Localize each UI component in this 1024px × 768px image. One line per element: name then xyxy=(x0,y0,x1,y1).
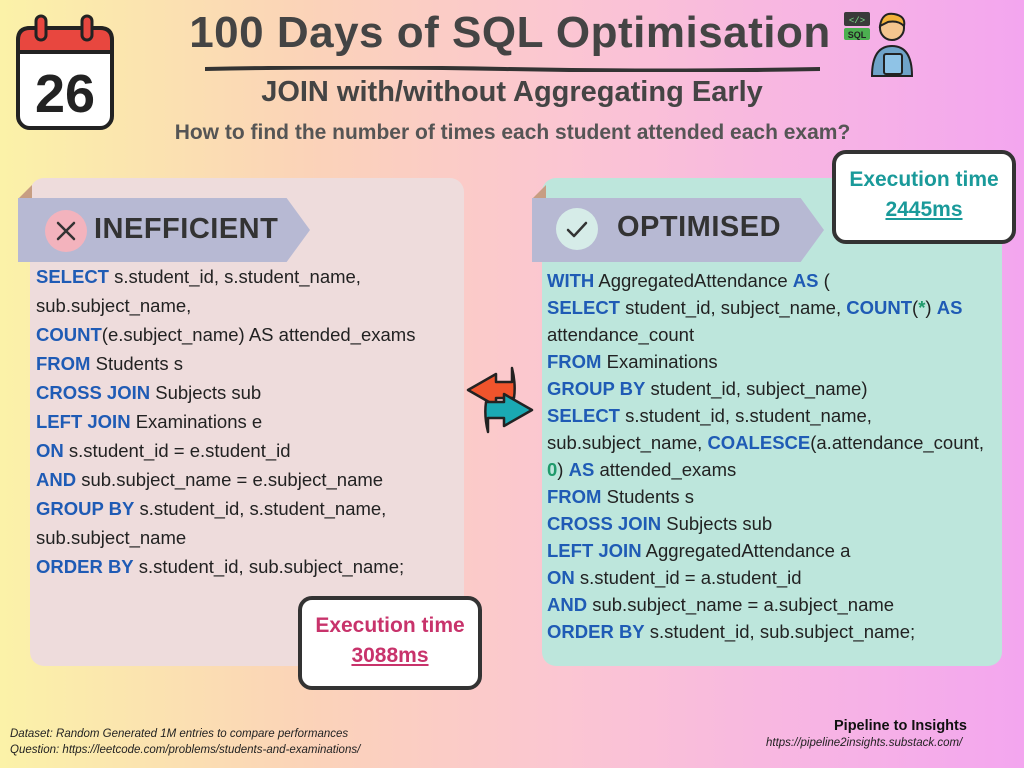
banner-fold xyxy=(18,185,32,199)
sql-text: AggregatedAttendance a xyxy=(641,540,851,561)
sql-keyword: LEFT JOIN xyxy=(547,540,642,561)
sql-keyword: WITH xyxy=(547,270,595,291)
inefficient-label: INEFFICIENT xyxy=(94,213,279,245)
code-line xyxy=(547,456,984,483)
sql-text: Students s xyxy=(601,486,695,507)
code-line xyxy=(36,465,415,494)
sql-text: Examinations e xyxy=(130,411,263,432)
inefficient-execution-time xyxy=(298,596,482,690)
svg-text:</>: </> xyxy=(848,16,866,26)
subtitle: JOIN with/without Aggregating Early xyxy=(261,76,763,108)
code-line xyxy=(547,618,984,645)
execution-label: Execution time xyxy=(849,168,999,191)
sql-text: Subjects sub xyxy=(150,382,262,403)
sql-keyword: ON xyxy=(547,567,575,588)
code-line xyxy=(36,523,415,552)
sql-keyword: COALESCE xyxy=(707,432,811,453)
sql-keyword: ON xyxy=(36,440,64,461)
code-line xyxy=(547,564,984,591)
optimised-label: OPTIMISED xyxy=(617,211,782,243)
sql-keyword: ORDER BY xyxy=(547,621,645,642)
sql-text: s.student_id, s.student_name, xyxy=(619,405,872,426)
sql-text: sub.subject_name xyxy=(36,527,187,548)
footer-notes xyxy=(10,726,360,758)
sql-text: sub.subject_name = e.subject_name xyxy=(76,469,384,490)
sql-text: attended_exams xyxy=(594,459,737,480)
title-underline xyxy=(205,66,820,72)
x-icon xyxy=(45,210,87,252)
code-line xyxy=(36,320,415,349)
sql-literal: 0 xyxy=(547,459,558,480)
sql-keyword: SELECT xyxy=(547,297,620,318)
brand-name: Pipeline to Insights xyxy=(834,718,967,734)
execution-value: 3088ms xyxy=(351,644,429,667)
sql-text: ) xyxy=(557,459,569,480)
sql-keyword: AS xyxy=(568,459,595,480)
sql-keyword: AS xyxy=(936,297,963,318)
sql-keyword: AND xyxy=(36,469,77,490)
sql-keyword: COUNT xyxy=(846,297,913,318)
coder-icon xyxy=(842,8,918,78)
brand-url[interactable]: https://pipeline2insights.substack.com/ xyxy=(766,737,963,749)
sql-text: ) xyxy=(925,297,937,318)
code-line xyxy=(36,262,415,291)
sql-text: Students s xyxy=(90,353,184,374)
code-line xyxy=(547,537,984,564)
question: How to find the number of times each student attended each exam? xyxy=(174,121,851,144)
code-line xyxy=(547,591,984,618)
code-line xyxy=(36,407,415,436)
sql-keyword: SELECT xyxy=(547,405,620,426)
calendar-day: 26 xyxy=(34,64,96,124)
sql-text: s.student_id, sub.subject_name; xyxy=(644,621,916,642)
sql-keyword: ORDER BY xyxy=(36,556,134,577)
execution-value: 2445ms xyxy=(885,198,963,221)
code-line xyxy=(36,378,415,407)
sql-text: AggregatedAttendance xyxy=(594,270,793,291)
sql-keyword: GROUP BY xyxy=(547,378,646,399)
code-line xyxy=(547,483,984,510)
optimised-sql xyxy=(547,267,984,645)
execution-label: Execution time xyxy=(315,614,465,637)
code-line xyxy=(547,510,984,537)
swap-arrows-icon xyxy=(460,360,540,440)
sql-text: s.student_id, s.student_name, xyxy=(134,498,387,519)
code-line xyxy=(36,291,415,320)
dataset-note: Dataset: Random Generated 1M entries to compare performances xyxy=(10,728,349,740)
code-line xyxy=(547,348,984,375)
code-line xyxy=(547,375,984,402)
optimised-execution-time xyxy=(832,150,1016,244)
sql-text: s.student_id = e.student_id xyxy=(63,440,291,461)
sql-keyword: GROUP BY xyxy=(36,498,135,519)
sql-keyword: LEFT JOIN xyxy=(36,411,131,432)
sql-keyword: CROSS JOIN xyxy=(36,382,151,403)
sql-text: student_id, subject_name) xyxy=(645,378,868,399)
check-icon xyxy=(556,208,598,250)
sql-keyword: SELECT xyxy=(36,266,109,287)
sql-text: Examinations xyxy=(601,351,718,372)
sql-text: ( xyxy=(912,297,919,318)
code-line xyxy=(547,321,984,348)
sql-text: sub.subject_name, xyxy=(36,295,192,316)
sql-text: s.student_id, s.student_name, xyxy=(108,266,361,287)
sql-text: attendance_count xyxy=(547,324,695,345)
sql-text: s.student_id = a.student_id xyxy=(574,567,802,588)
code-line xyxy=(36,436,415,465)
sql-keyword: CROSS JOIN xyxy=(547,513,662,534)
question-link[interactable]: Question: https://leetcode.com/problems/students-and-examinations/ xyxy=(10,744,361,756)
sql-text: (a.attendance_count, xyxy=(810,432,985,453)
code-line xyxy=(36,494,415,523)
page-title: 100 Days of SQL Optimisation xyxy=(189,8,831,57)
sql-text: sub.subject_name = a.subject_name xyxy=(587,594,895,615)
sql-keyword: COUNT xyxy=(36,324,102,345)
sql-literal: * xyxy=(918,297,926,318)
sql-badge: SQL xyxy=(847,30,867,40)
sql-keyword: AS xyxy=(792,270,819,291)
banner-fold xyxy=(532,185,546,199)
code-line xyxy=(547,267,984,294)
code-line xyxy=(36,552,415,581)
sql-keyword: AND xyxy=(547,594,588,615)
sql-keyword: FROM xyxy=(36,353,91,374)
code-line xyxy=(36,349,415,378)
code-line xyxy=(547,402,984,429)
sql-text: student_id, subject_name, xyxy=(619,297,847,318)
sql-text: ( xyxy=(818,270,830,291)
sql-keyword: FROM xyxy=(547,486,602,507)
sql-text: s.student_id, sub.subject_name; xyxy=(133,556,405,577)
sql-text: (e.subject_name) AS attended_exams xyxy=(101,324,416,345)
sql-text: sub.subject_name, xyxy=(547,432,708,453)
code-line xyxy=(547,294,984,321)
sql-text: Subjects sub xyxy=(661,513,773,534)
inefficient-sql xyxy=(36,262,415,581)
sql-keyword: FROM xyxy=(547,351,602,372)
code-line xyxy=(547,429,984,456)
